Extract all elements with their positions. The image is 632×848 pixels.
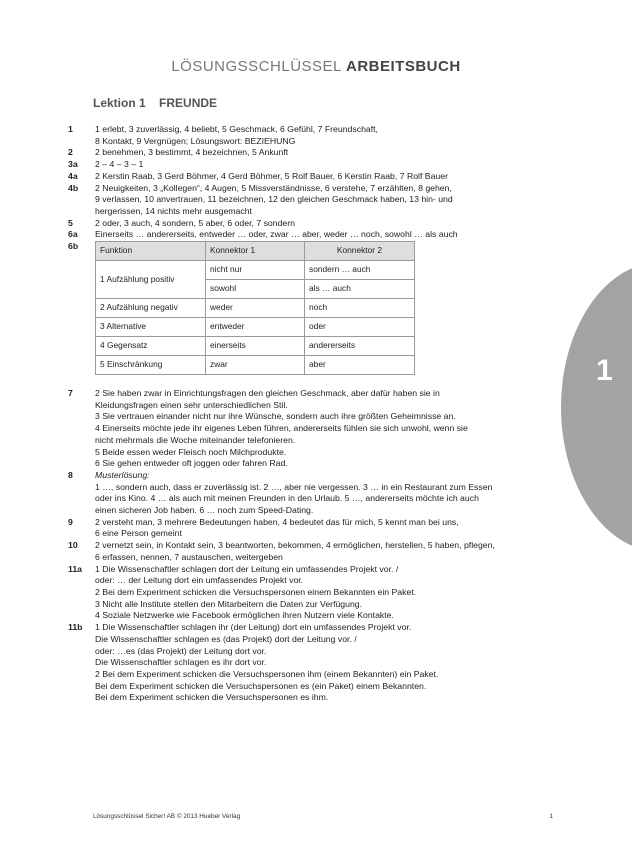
answer-line: 1 Die Wissenschaftler schlagen ihr (der Leitung) dort ein umfassendes Projekt vor. xyxy=(95,622,412,633)
table-cell: 4 Gegensatz xyxy=(96,337,206,356)
answer-line: 5 Beide essen weder Fleisch noch Milchprodukte. xyxy=(95,446,287,457)
answer-line: 8 Kontakt, 9 Vergnügen; Lösungswort: BEZIEHUNG xyxy=(95,135,296,146)
table-cell: einerseits xyxy=(206,337,305,356)
answer-line: 2 Neuigkeiten, 3 „Kollegen“, 4 Augen, 5 Missverständnisse, 6 verstehe, 7 erzählten, 8 gehen, xyxy=(95,182,452,193)
title-bold: ARBEITSBUCH xyxy=(346,58,461,75)
answer-line: einen sicheren Job haben. 6 … noch zum Speed-Dating. xyxy=(95,505,314,516)
lesson-heading xyxy=(93,96,217,110)
answer-line: nicht mehrmals die Woche miteinander telefonieren. xyxy=(95,434,296,445)
answer-line: Die Wissenschaftler schlagen es (das Projekt) dort der Leitung vor. / xyxy=(95,633,357,644)
table-row xyxy=(96,356,415,375)
answer-entry xyxy=(68,622,548,704)
chapter-tab-number: 1 xyxy=(596,354,613,387)
page-title xyxy=(0,58,632,75)
answer-entry xyxy=(68,388,548,470)
answer-line: Bei dem Experiment schicken die Versuchspersonen es (ein Paket) einem Bekannten. xyxy=(95,680,427,691)
answer-line: 2 – 4 – 3 – 1 xyxy=(95,159,144,170)
table-header-cell: Konnektor 1 xyxy=(206,242,305,261)
answer-entry xyxy=(68,183,548,218)
table-cell: 3 Alternative xyxy=(96,318,206,337)
answer-line: 2 Bei dem Experiment schicken die Versuchspersonen ihm (einem Bekannten) ein Paket. xyxy=(95,668,439,679)
answer-line: 4 Einerseits möchte jede ihr eigenes Leben führen, andererseits fühlen sie sich unwohl, wenn sie xyxy=(95,423,468,434)
answer-list xyxy=(68,124,548,704)
answer-line: 2 Sie haben zwar in Einrichtungsfragen den gleichen Geschmack, aber dafür haben sie in xyxy=(95,388,440,399)
table-cell: andererseits xyxy=(305,337,415,356)
exercise-number: 10 xyxy=(68,540,78,551)
table-row xyxy=(96,261,415,280)
answer-line: 2 benehmen, 3 bestimmt, 4 bezeichnen, 5 Ankunft xyxy=(95,147,289,158)
answer-entry xyxy=(68,470,548,517)
answer-entry xyxy=(68,124,548,147)
table-cell: als … auch xyxy=(305,280,415,299)
answer-line: Einerseits … andererseits, entweder … oder, zwar … aber, weder … noch, sowohl … als auch xyxy=(95,229,458,240)
table-cell: aber xyxy=(305,356,415,375)
answer-line: oder: …es (das Projekt) der Leitung dort vor. xyxy=(95,645,267,656)
exercise-number: 3a xyxy=(68,159,78,170)
answer-line: Bei dem Experiment schicken die Versuchspersonen es ihm. xyxy=(95,692,329,703)
answer-line: 2 Bei dem Experiment schicken die Versuchspersonen einem Bekannten ein Paket. xyxy=(95,586,417,597)
table-row xyxy=(96,299,415,318)
answer-note: Musterlösung: xyxy=(95,469,150,480)
exercise-number: 4a xyxy=(68,170,78,181)
answer-line: 6 eine Person gemeint xyxy=(95,528,182,539)
table-cell: 1 Aufzählung positiv xyxy=(96,261,206,299)
answer-line: 1 Die Wissenschaftler schlagen dort der Leitung ein umfassendes Projekt vor. / xyxy=(95,563,399,574)
answer-line: 2 Kerstin Raab, 3 Gerd Böhmer, 4 Gerd Böhmer, 5 Rolf Bauer, 6 Kerstin Raab, 7 Rolf Bauer xyxy=(95,170,448,181)
answer-entry xyxy=(68,171,548,183)
exercise-number: 11a xyxy=(68,563,83,574)
table-header-cell: Konnektor 2 xyxy=(305,242,415,261)
exercise-number: 1 xyxy=(68,124,73,134)
connector-table xyxy=(95,241,415,375)
answer-line: 3 Sie vertrauen einander nicht nur ihre Wünsche, sondern auch ihre größten Geheimnisse an. xyxy=(95,411,456,422)
footer-copyright: Lösungsschlüssel Sicher! AB © 2013 Hueber Verlag xyxy=(93,813,241,820)
exercise-number: 2 xyxy=(68,147,73,158)
answer-line: 6 Sie gehen entweder oft joggen oder fahren Rad. xyxy=(95,458,288,469)
lesson-title: FREUNDE xyxy=(159,96,218,110)
lesson-label: Lektion 1 xyxy=(93,96,146,110)
answer-line: 2 vernetzt sein, in Kontakt sein, 3 beantworten, bekommen, 4 ermöglichen, herstellen, 5 haben, pflegen, xyxy=(95,540,495,551)
exercise-number: 8 xyxy=(68,469,73,480)
answer-entry xyxy=(68,540,548,563)
answer-line: 2 versteht man, 3 mehrere Bedeutungen haben, 4 bedeutet das für mich, 5 kennt man bei uns, xyxy=(95,516,459,527)
answer-entry xyxy=(68,218,548,230)
page-number: 1 xyxy=(549,813,553,820)
table-header-cell: Funktion xyxy=(96,242,206,261)
table-cell: 5 Einschränkung xyxy=(96,356,206,375)
answer-line: 1 …, sondern auch, dass er zuverlässig ist. 2 …, aber nie vergessen. 3 … in ein Restaurant zum Essen xyxy=(95,481,493,492)
table-cell: zwar xyxy=(206,356,305,375)
table-row xyxy=(96,318,415,337)
table-cell: sondern … auch xyxy=(305,261,415,280)
answer-entry xyxy=(68,241,548,379)
table-cell: noch xyxy=(305,299,415,318)
chapter-tab xyxy=(561,262,632,552)
table-cell: 2 Aufzählung negativ xyxy=(96,299,206,318)
exercise-number: 4b xyxy=(68,182,79,193)
answer-entry xyxy=(68,229,548,241)
answer-entry xyxy=(68,147,548,159)
table-header-row xyxy=(96,242,415,261)
table-cell: nicht nur xyxy=(206,261,305,280)
answer-line: 6 erfassen, nennen, 7 austauschen, weitergeben xyxy=(95,551,283,562)
answer-line: Kleidungsfragen einen sehr unterschiedlichen Stil. xyxy=(95,399,288,410)
answer-line: hergerissen, 14 nichts mehr ausgemacht xyxy=(95,205,252,216)
answer-line: Die Wissenschaftler schlagen es ihr dort vor. xyxy=(95,657,267,668)
answer-entry xyxy=(68,517,548,540)
answer-line: oder: … der Leitung dort ein umfassendes Projekt vor. xyxy=(95,575,304,586)
exercise-number: 6b xyxy=(68,241,79,252)
exercise-number: 9 xyxy=(68,516,73,527)
answer-line: 4 Soziale Netzwerke wie Facebook ermöglichen ihren Nutzern viele Kontakte. xyxy=(95,610,394,621)
table-cell: sowohl xyxy=(206,280,305,299)
page-footer xyxy=(93,813,553,820)
table-cell: entweder xyxy=(206,318,305,337)
answer-line: 9 verlassen, 10 anvertrauen, 11 bezeichnen, 12 den gleichen Geschmack haben, 13 hin- und xyxy=(95,194,453,205)
exercise-number: 5 xyxy=(68,217,73,228)
table-cell: oder xyxy=(305,318,415,337)
exercise-number: 7 xyxy=(68,388,73,399)
title-light: LÖSUNGSSCHLÜSSEL xyxy=(171,58,342,75)
exercise-number: 11b xyxy=(68,622,83,633)
answer-line: 2 oder, 3 auch, 4 sondern, 5 aber, 6 oder, 7 sondern xyxy=(95,217,295,228)
answer-line: 1 erlebt, 3 zuverlässig, 4 beliebt, 5 Geschmack, 6 Gefühl, 7 Freundschaft, xyxy=(95,124,378,134)
answer-entry xyxy=(68,159,548,171)
answer-line: oder ins Kino. 4 … als auch mit meinen Freunden in den Urlaub. 5 …, andererseits möchte ich auch xyxy=(95,493,479,504)
table-row xyxy=(96,337,415,356)
answer-entry xyxy=(68,564,548,623)
answer-line: 3 Nicht alle Institute stellen den Mitarbeitern die Daten zur Verfügung. xyxy=(95,598,363,609)
table-cell: weder xyxy=(206,299,305,318)
exercise-number: 6a xyxy=(68,229,78,240)
